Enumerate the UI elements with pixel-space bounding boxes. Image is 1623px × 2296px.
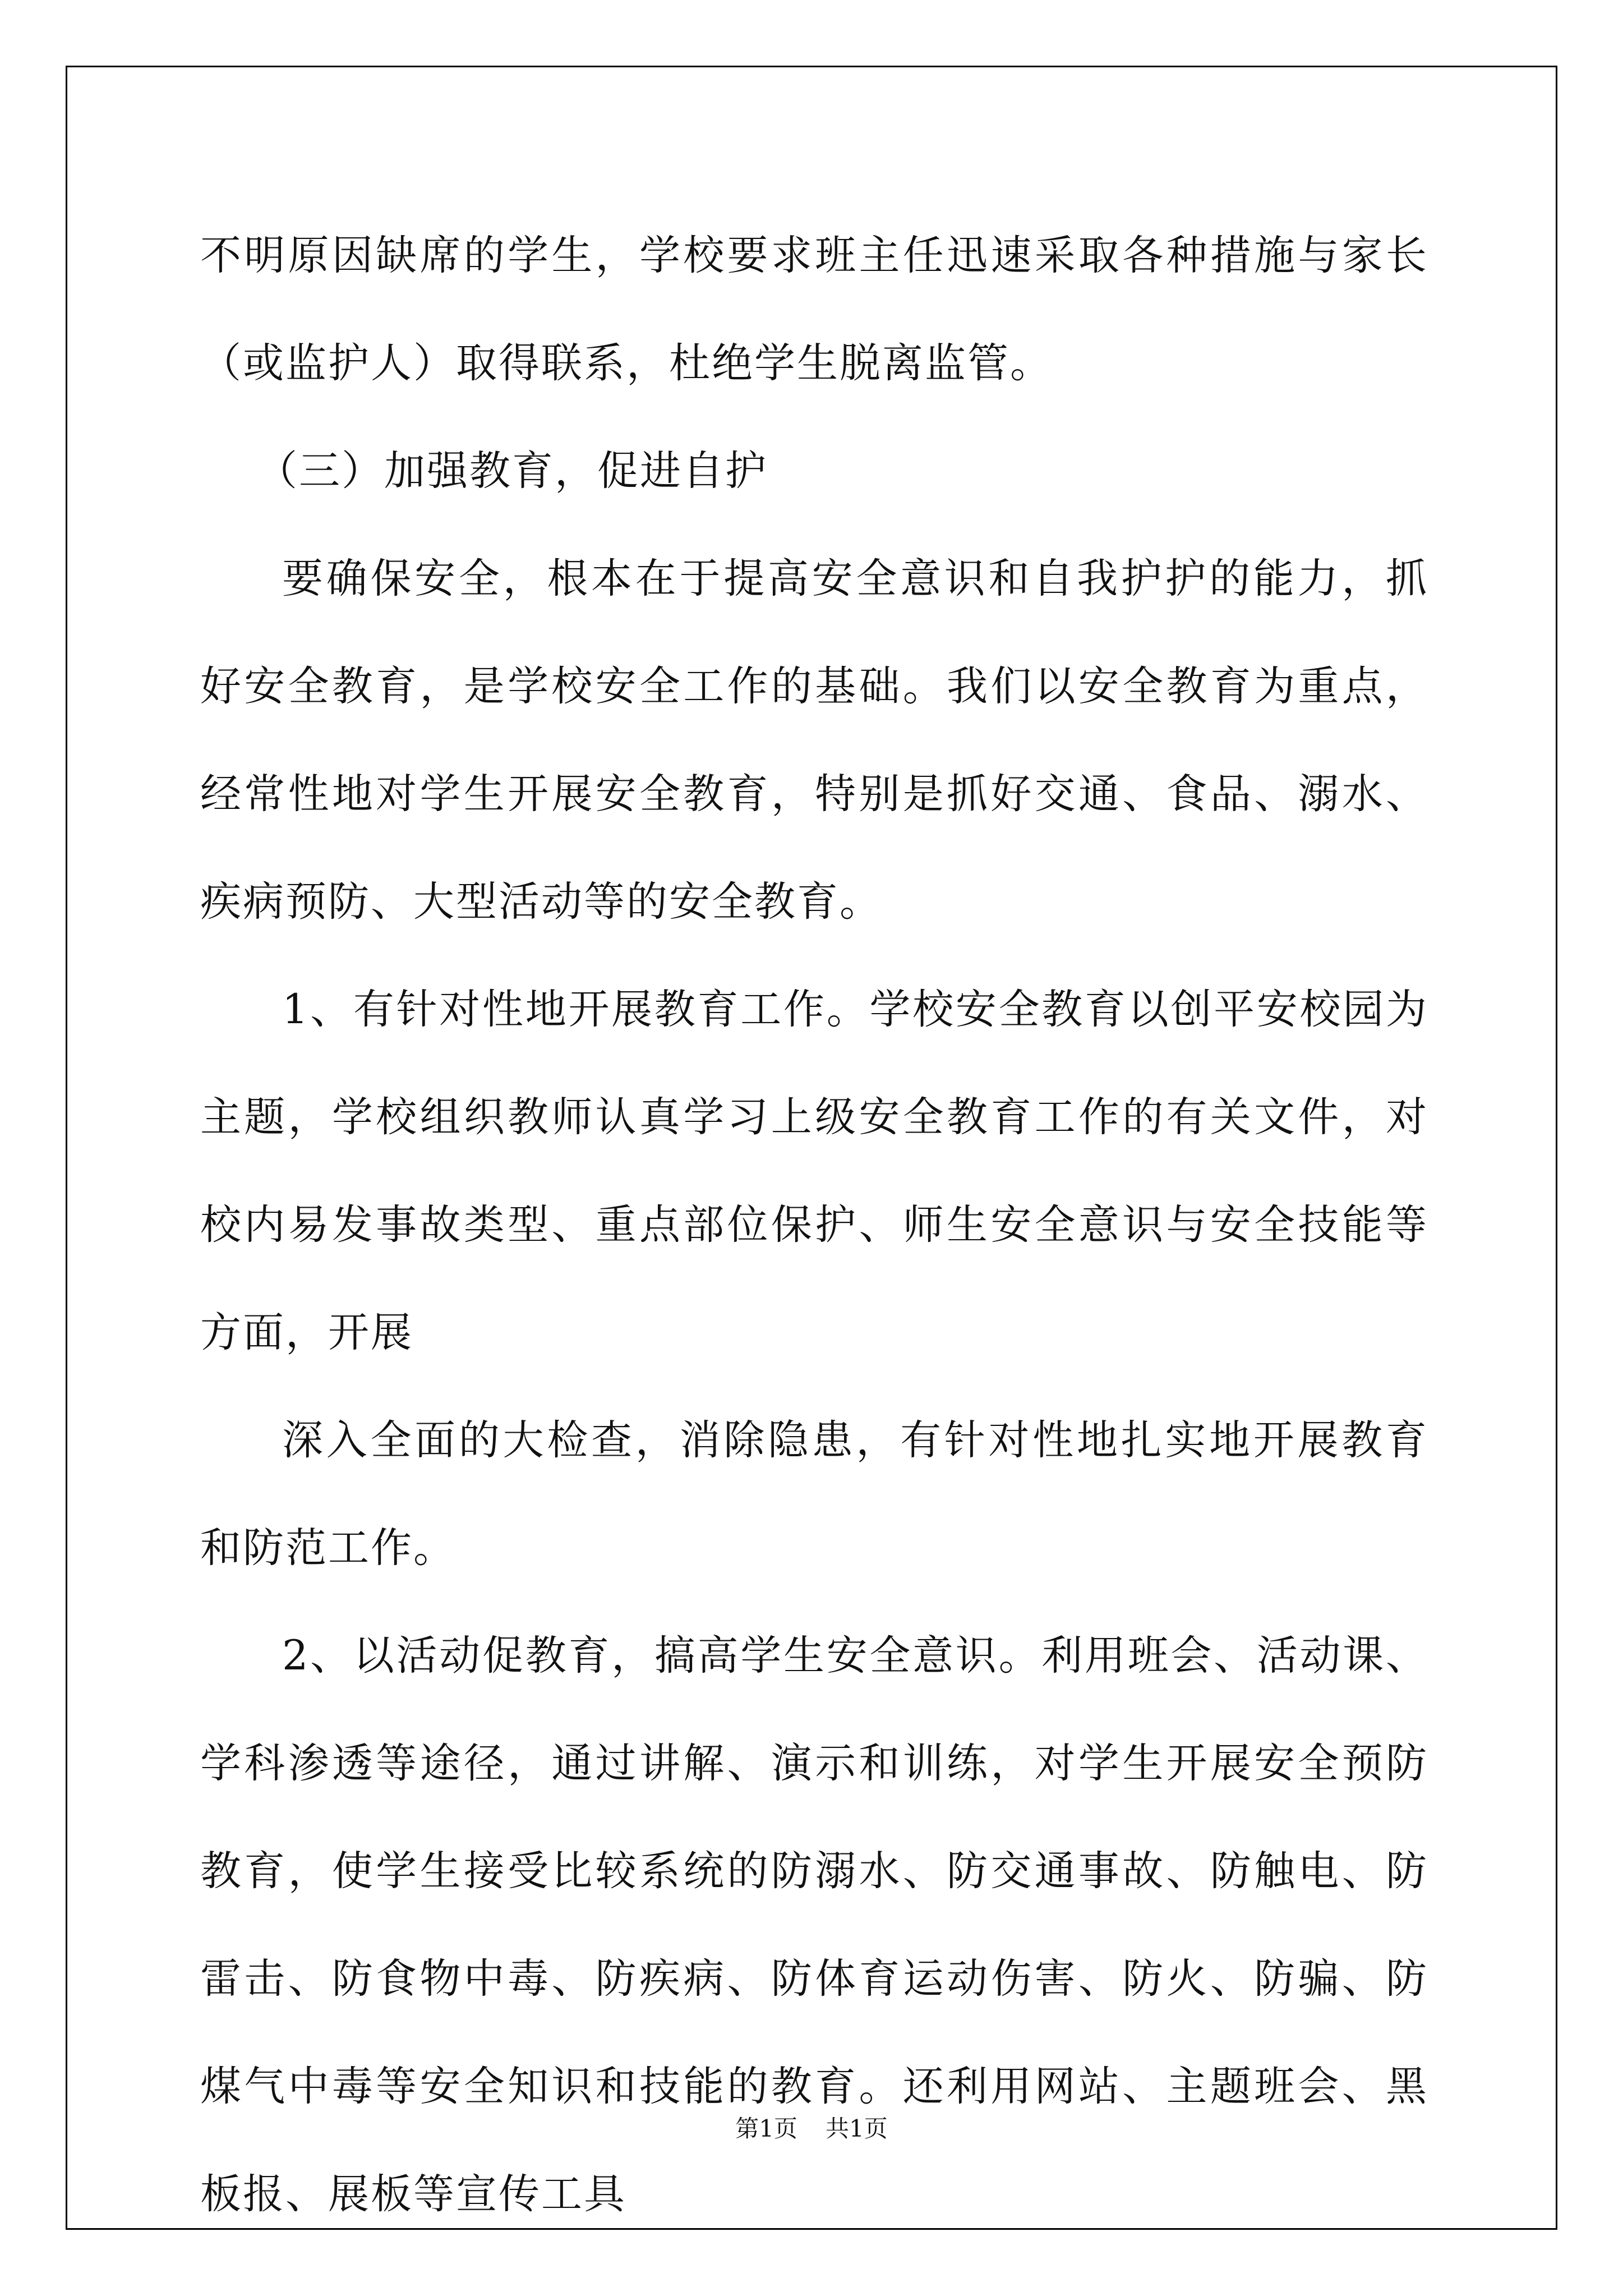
paragraph: 2、以活动促教育，搞高学生安全意识。利用班会、活动课、学科渗透等途径，通过讲解、演示和训练，对学生开展安全预防教育，使学生接受比较系统的防溺水、防交通事故、防触电、防雷击、防食物中毒、防疾病、防体育运动伤害、防火、防骗、防煤气中毒等安全知识和技能的教育。还利用网站、主题班会、黑板报、展板等宣传工具 <box>200 1632 1428 2218</box>
document-body <box>200 202 1428 2248</box>
paragraph: 1、有针对性地开展教育工作。学校安全教育以创平安校园为主题，学校组织教师认真学习上级安全教育工作的有关文件，对校内易发事故类型、重点部位保护、师生安全意识与安全技能等方面，开展 <box>200 986 1428 1356</box>
paragraph: 深入全面的大检查，消除隐患，有针对性地扎实地开展教育和防范工作。 <box>200 1416 1428 1572</box>
paragraph: 要确保安全，根本在于提高安全意识和自我护护的能力，抓好安全教育，是学校安全工作的基础。我们以安全教育为重点，经常性地对学生开展安全教育，特别是抓好交通、食品、溺水、疾病预防、大型活动等的安全教育。 <box>200 555 1428 926</box>
page-footer <box>0 2110 1623 2144</box>
page-total: 共1页 <box>826 2115 888 2142</box>
section-heading: （三）加强教育，促进自护 <box>256 447 768 495</box>
page-number: 第1页 <box>735 2115 797 2142</box>
paragraph: 不明原因缺席的学生，学校要求班主任迅速采取各种措施与家长（或监护人）取得联系，杜绝学生脱离监管。 <box>200 232 1428 387</box>
